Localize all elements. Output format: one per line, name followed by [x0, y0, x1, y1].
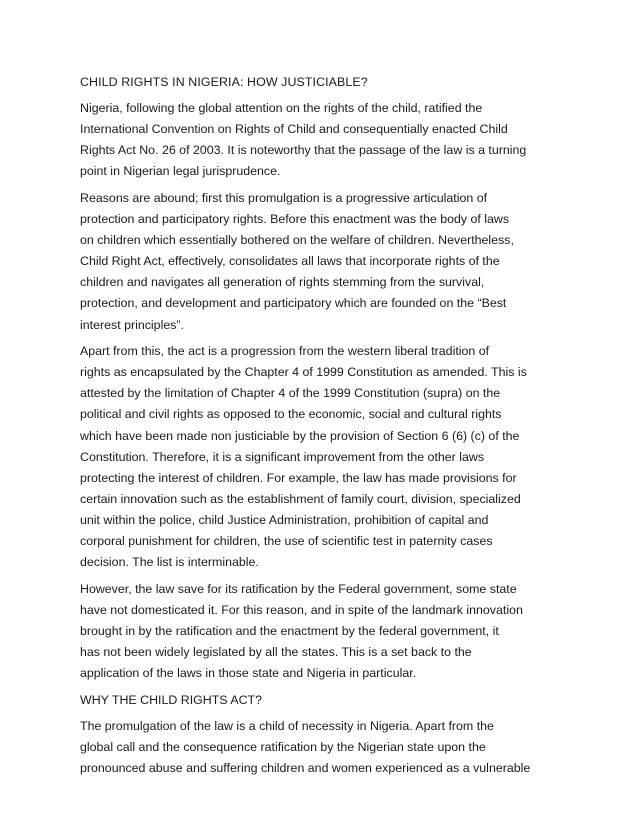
text-line: Apart from this, the act is a progression from the western liberal tradition of	[80, 344, 490, 359]
text-line: unit within the police, child Justice Administration, prohibition of capital and	[80, 512, 489, 527]
text-line: which have been made non justiciable by the provision of Section 6 (6) (c) of the	[80, 428, 520, 443]
text-line: has not been widely legislated by all the states. This is a set back to the	[80, 644, 472, 659]
paragraph	[80, 188, 568, 336]
text-line: global call and the consequence ratification by the Nigerian state upon the	[80, 740, 486, 755]
text-line: protecting the interest of children. For example, the law has made provisions for	[80, 470, 517, 485]
document-page	[80, 72, 568, 785]
text-line: interest principles”.	[80, 317, 184, 332]
text-line: point in Nigerian legal jurisprudence.	[80, 164, 281, 179]
text-line: rights as encapsulated by the Chapter 4 of 1999 Constitution as amended. This is	[80, 365, 527, 380]
document-title: CHILD RIGHTS IN NIGERIA: HOW JUSTICIABLE?	[80, 75, 368, 89]
document-body	[80, 98, 568, 779]
text-line: Child Right Act, effectively, consolidates all laws that incorporate rights of the	[80, 254, 500, 269]
paragraph	[80, 690, 568, 711]
text-line: International Convention on Rights of Child and consequentially enacted Child	[80, 122, 508, 137]
text-line: certain innovation such as the establishment of family court, division, specialized	[80, 491, 521, 506]
text-line: pronounced abuse and suffering children and women experienced as a vulnerable	[80, 761, 531, 776]
text-line: Constitution. Therefore, it is a significant improvement from the other laws	[80, 449, 485, 464]
text-line: on children which essentially bothered on the welfare of children. Nevertheless,	[80, 233, 514, 248]
text-line: The promulgation of the law is a child of necessity in Nigeria. Apart from the	[80, 719, 494, 734]
text-line: political and civil rights as opposed to the economic, social and cultural rights	[80, 407, 502, 422]
text-line: However, the law save for its ratification by the Federal government, some state	[80, 581, 517, 596]
text-line: children and navigates all generation of rights stemming from the survival,	[80, 275, 485, 290]
text-line: brought in by the ratification and the enactment by the federal government, it	[80, 623, 499, 638]
text-line: Reasons are abound; first this promulgation is a progressive articulation of	[80, 190, 488, 205]
paragraph	[80, 716, 568, 779]
text-line: have not domesticated it. For this reason, and in spite of the landmark innovation	[80, 602, 523, 617]
text-line: Rights Act No. 26 of 2003. It is noteworthy that the passage of the law is a turning	[80, 143, 527, 158]
text-line: protection and participatory rights. Before this enactment was the body of laws	[80, 212, 510, 227]
paragraph	[80, 341, 568, 573]
paragraph	[80, 98, 568, 182]
text-line: corporal punishment for children, the use of scientific test in paternity cases	[80, 533, 493, 548]
text-line: Nigeria, following the global attention on the rights of the child, ratified the	[80, 101, 483, 116]
text-line: attested by the limitation of Chapter 4 of the 1999 Constitution (supra) on the	[80, 386, 501, 401]
text-line: WHY THE CHILD RIGHTS ACT?	[80, 692, 262, 707]
text-line: decision. The list is interminable.	[80, 555, 259, 570]
text-line: protection, and development and participatory which are founded on the “Best	[80, 296, 507, 311]
paragraph	[80, 579, 568, 684]
text-line: application of the laws in those state and Nigeria in particular.	[80, 666, 417, 681]
